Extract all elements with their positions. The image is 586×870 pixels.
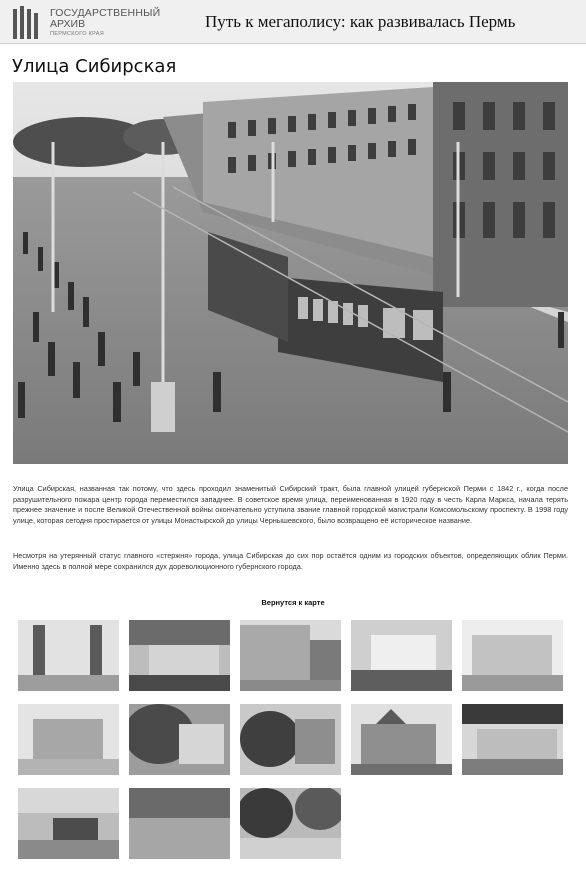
logo-line2: АРХИВ: [50, 18, 86, 30]
archive-logo-icon: [12, 6, 44, 40]
gallery-thumbnail-13[interactable]: [240, 788, 341, 859]
gallery-thumbnail-1[interactable]: [18, 620, 119, 691]
description-paragraph-1: Улица Сибирская, названная так потому, что здесь проходил знаменитый Сибирский тракт, была главной улицей губернской Перми с 1842 г., когда после разрушительного пожара центр города переместился западнее. В советское время улица, переименованная в 1920 году в честь Карла Маркса, начала терять прежнее значение и после Великой Отечественной войны окончательно уступила звание главной городской магистрали Комсомольскому проспекту. В 1998 году улице, которая сегодня простирается от улицы Монастырской до улицы Чернышевского, было возвращено её историческое название.: [13, 484, 568, 526]
gallery-thumbnail-6[interactable]: [18, 704, 119, 775]
gallery-thumbnail-10[interactable]: [462, 704, 563, 775]
site-header: [0, 0, 586, 44]
gallery-thumbnail-8[interactable]: [240, 704, 341, 775]
gallery-thumbnail-9[interactable]: [351, 704, 452, 775]
description-paragraph-2: Несмотря на утерянный статус главного «стержня» города, улица Сибирская до сих пор остаётся одним из городских объектов, определяющих облик Перми. Именно здесь в полной мере сохранился дух дореволюционного губернского города.: [13, 551, 568, 571]
gallery-thumbnail-2[interactable]: [129, 620, 230, 691]
page-title: Улица Сибирская: [12, 56, 177, 77]
site-title: Путь к мегаполису: как развивалась Пермь: [205, 12, 516, 31]
back-to-map-link[interactable]: Вернутся к карте: [261, 598, 325, 607]
archive-logo[interactable]: [10, 4, 160, 40]
hero-photo: [13, 82, 568, 464]
gallery-thumbnail-12[interactable]: [129, 788, 230, 859]
gallery-thumbnail-5[interactable]: [462, 620, 563, 691]
gallery-thumbnail-11[interactable]: [18, 788, 119, 859]
gallery-thumbnail-4[interactable]: [351, 620, 452, 691]
gallery-thumbnail-3[interactable]: [240, 620, 341, 691]
gallery-thumbnail-7[interactable]: [129, 704, 230, 775]
logo-line3: ПЕРМСКОГО КРАЯ: [50, 31, 105, 37]
hero-photo-drawing: [13, 82, 568, 464]
logo-line1: ГОСУДАРСТВЕННЫЙ: [50, 7, 161, 19]
